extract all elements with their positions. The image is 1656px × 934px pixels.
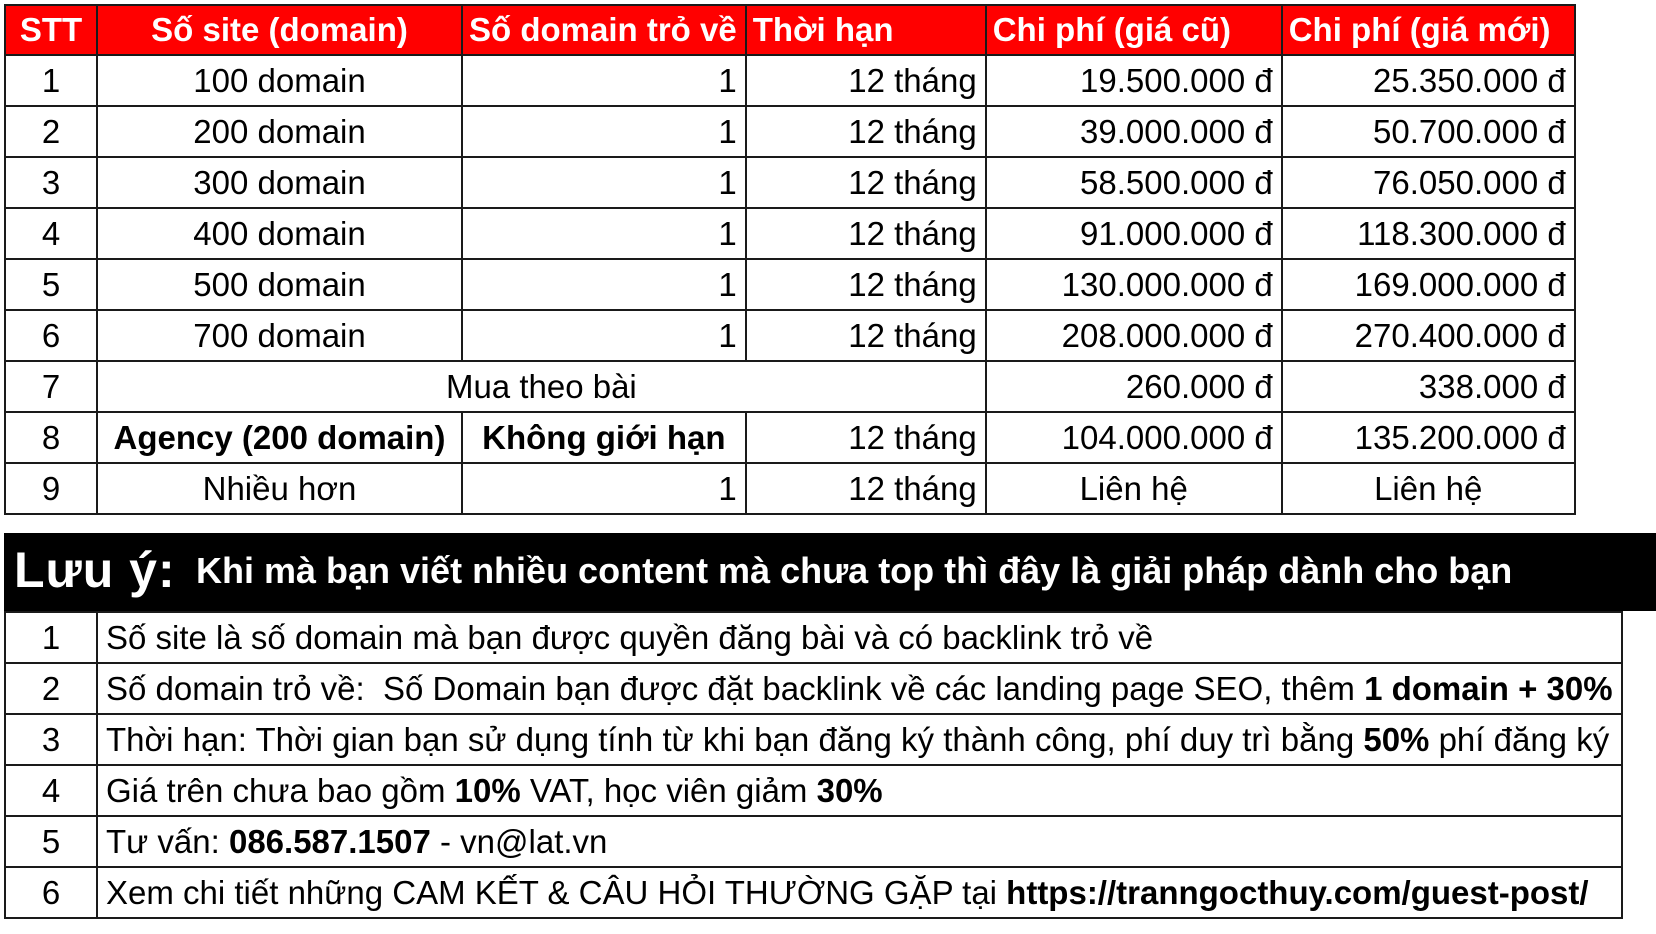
site-cell: 200 domain (97, 106, 462, 157)
note-number: 2 (5, 663, 97, 714)
old-price-cell: 91.000.000 đ (986, 208, 1282, 259)
old-price-cell: 58.500.000 đ (986, 157, 1282, 208)
note-row (5, 816, 1622, 867)
note-number: 4 (5, 765, 97, 816)
note-text (97, 765, 1622, 816)
note-row (5, 663, 1622, 714)
term-cell: 12 tháng (746, 412, 986, 463)
pricing-table (4, 4, 1576, 515)
note-banner-text: Khi mà bạn viết nhiều content mà chưa top thì đây là giải pháp dành cho bạn (196, 550, 1513, 591)
stt-cell: 6 (5, 310, 97, 361)
note-text-part: VAT, học viên giảm (520, 771, 817, 809)
note-text-part: Thời hạn: Thời gian bạn sử dụng tính từ khi bạn đăng ký thành công, phí duy trì bằng (106, 720, 1364, 758)
note-row (5, 612, 1622, 663)
table-row (5, 55, 1575, 106)
new-price-cell: 25.350.000 đ (1282, 55, 1575, 106)
site-cell: Nhiều hơn (97, 463, 462, 514)
table-row (5, 361, 1575, 412)
old-price-cell: 130.000.000 đ (986, 259, 1282, 310)
term-cell: 12 tháng (746, 55, 986, 106)
term-cell: 12 tháng (746, 310, 986, 361)
note-row (5, 714, 1622, 765)
header-term: Thời hạn (746, 5, 986, 55)
note-text-part: Số site là số domain mà bạn được quyền đăng bài và có backlink trỏ về (106, 618, 1154, 656)
note-text (97, 663, 1622, 714)
note-row (5, 867, 1622, 918)
term-cell: 12 tháng (746, 208, 986, 259)
old-price-cell: 104.000.000 đ (986, 412, 1282, 463)
note-text-part: Tư vấn: (106, 822, 229, 860)
header-new-price: Chi phí (giá mới) (1282, 5, 1575, 55)
note-number: 6 (5, 867, 97, 918)
stt-cell: 7 (5, 361, 97, 412)
old-price-cell: 19.500.000 đ (986, 55, 1282, 106)
note-number: 3 (5, 714, 97, 765)
domains-cell: 1 (462, 157, 746, 208)
header-domain-count: Số domain trỏ về (462, 5, 746, 55)
email-text: - vn@lat.vn (430, 822, 608, 860)
note-bold-part: 30% (816, 771, 883, 809)
note-number: 5 (5, 816, 97, 867)
new-price-cell: 50.700.000 đ (1282, 106, 1575, 157)
phone-number: 086.587.1507 (228, 822, 431, 860)
header-old-price: Chi phí (giá cũ) (986, 5, 1282, 55)
domains-cell: 1 (462, 463, 746, 514)
note-bold-part: 50% (1363, 720, 1430, 758)
note-text (97, 867, 1622, 918)
new-price-cell: 338.000 đ (1282, 361, 1575, 412)
note-text-part: Xem chi tiết những CAM KẾT & CÂU HỎI THƯỜNG GẶP tại (106, 873, 1007, 911)
table-row (5, 106, 1575, 157)
stt-cell: 4 (5, 208, 97, 259)
table-row (5, 463, 1575, 514)
new-price-cell: 270.400.000 đ (1282, 310, 1575, 361)
domains-cell: 1 (462, 259, 746, 310)
domains-cell: 1 (462, 55, 746, 106)
domains-cell: 1 (462, 208, 746, 259)
note-text-part: phí đăng ký (1429, 720, 1610, 758)
new-price-cell: 76.050.000 đ (1282, 157, 1575, 208)
note-bold-part: 10% (454, 771, 521, 809)
new-price-cell: 135.200.000 đ (1282, 412, 1575, 463)
term-cell: 12 tháng (746, 259, 986, 310)
term-cell: 12 tháng (746, 106, 986, 157)
old-price-cell: 39.000.000 đ (986, 106, 1282, 157)
stt-cell: 1 (5, 55, 97, 106)
old-price-cell: 260.000 đ (986, 361, 1282, 412)
guest-post-url: https://tranngocthuy.com/guest-post/ (1006, 873, 1589, 911)
table-row (5, 412, 1575, 463)
term-cell: 12 tháng (746, 463, 986, 514)
note-text (97, 714, 1622, 765)
table-row (5, 157, 1575, 208)
new-price-cell: Liên hệ (1282, 463, 1575, 514)
site-cell: 500 domain (97, 259, 462, 310)
site-cell: 400 domain (97, 208, 462, 259)
site-cell: 700 domain (97, 310, 462, 361)
note-banner-lead: Lưu ý: (14, 542, 176, 598)
stt-cell: 5 (5, 259, 97, 310)
new-price-cell: 169.000.000 đ (1282, 259, 1575, 310)
table-row (5, 259, 1575, 310)
site-cell: 300 domain (97, 157, 462, 208)
note-row (5, 765, 1622, 816)
stt-cell: 9 (5, 463, 97, 514)
note-text (97, 612, 1622, 663)
stt-cell: 2 (5, 106, 97, 157)
notes-table (4, 611, 1623, 919)
note-number: 1 (5, 612, 97, 663)
old-price-cell: Liên hệ (986, 463, 1282, 514)
site-cell: 100 domain (97, 55, 462, 106)
stt-cell: 8 (5, 412, 97, 463)
domains-cell: Không giới hạn (462, 412, 746, 463)
new-price-cell: 118.300.000 đ (1282, 208, 1575, 259)
note-bold-part: 1 domain + 30% (1364, 669, 1613, 707)
old-price-cell: 208.000.000 đ (986, 310, 1282, 361)
header-stt: STT (5, 5, 97, 55)
domains-cell: 1 (462, 106, 746, 157)
stt-cell: 3 (5, 157, 97, 208)
term-cell: 12 tháng (746, 157, 986, 208)
note-text (97, 816, 1622, 867)
pricing-header-row (5, 5, 1575, 55)
domains-cell: 1 (462, 310, 746, 361)
note-banner (4, 533, 1656, 611)
note-text-part: Số domain trỏ về: Số Domain bạn được đặt backlink về các landing page SEO, thêm (106, 669, 1365, 707)
table-row (5, 310, 1575, 361)
site-cell: Agency (200 domain) (97, 412, 462, 463)
table-row (5, 208, 1575, 259)
header-site-count: Số site (domain) (97, 5, 462, 55)
buy-per-post-cell: Mua theo bài (97, 361, 986, 412)
note-text-part: Giá trên chưa bao gồm (106, 771, 455, 809)
